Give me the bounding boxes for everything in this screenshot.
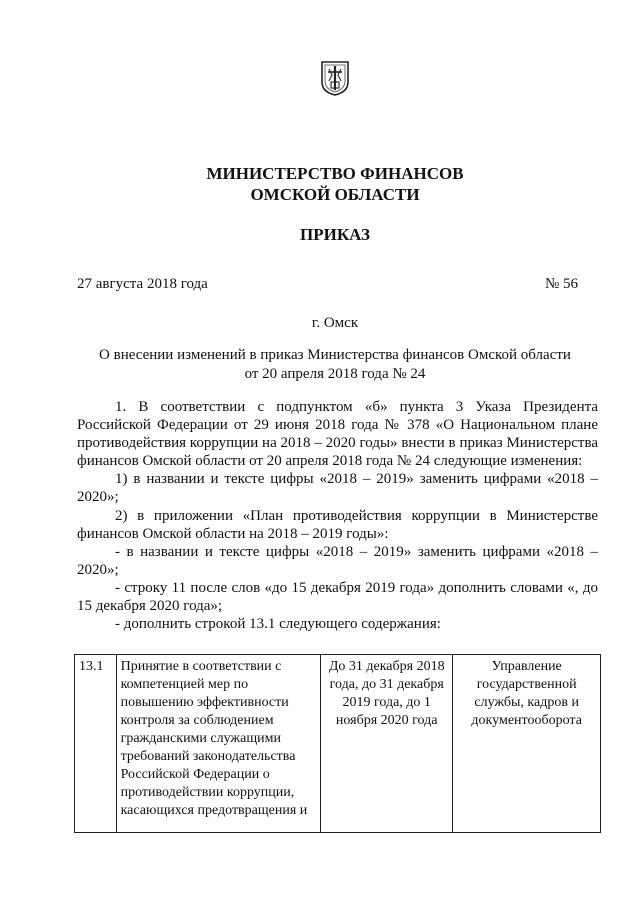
- ministry-name-line2: ОМСКОЙ ОБЛАСТИ: [250, 185, 420, 204]
- subject-line2: от 20 апреля 2018 года № 24: [244, 366, 426, 382]
- paragraph-2: 1) в названии и тексте цифры «2018 – 2019» заменить цифрами «2018 – 2020»;: [77, 471, 598, 506]
- order-city: г. Омск: [311, 315, 359, 331]
- paragraph-1: 1. В соответствии с подпунктом «б» пункта 3 Указа Президента Российской Федерации от 29 июня 2018 года № 378 «О Национальном плане противодействия коррупции на 2018 – 2020 годы» внести в приказ Министерства финансов Омской области от 20 апреля 2018 года № 24 следующие изменения:: [77, 399, 598, 470]
- order-body: [77, 398, 598, 633]
- paragraph-5: - строку 11 после слов «до 15 декабря 2019 года» дополнить словами «, до 15 декабря 2020 года»;: [77, 579, 598, 615]
- row-measure: Принятие в соответствии с компетенцией мер по повышению эффективности контроля за соблюдением гражданскими служащими требований законодательства Российской Федерации о противодействии коррупции, касающихся предотвращения и: [116, 655, 320, 833]
- order-date: 27 августа 2018 года: [77, 276, 208, 292]
- order-subject: [80, 346, 590, 384]
- subject-line1: О внесении изменений в приказ Министерства финансов Омской области: [99, 347, 571, 363]
- ministry-name-line1: МИНИСТЕРСТВО ФИНАНСОВ: [206, 164, 464, 183]
- row-responsible: Управление государственной службы, кадров и документооборота: [453, 655, 601, 833]
- order-number: № 56: [544, 276, 578, 292]
- plan-table: [74, 654, 601, 833]
- document-type: ПРИКАЗ: [300, 225, 370, 244]
- coat-of-arms-icon: [320, 60, 350, 96]
- paragraph-4: - в названии и тексте цифры «2018 – 2019» заменить цифрами «2018 – 2020»;: [77, 543, 598, 578]
- row-deadline: До 31 декабря 2018 года, до 31 декабря 2019 года, до 1 ноября 2020 года: [321, 655, 453, 833]
- table-row: [75, 655, 601, 833]
- paragraph-3: 2) в приложении «План противодействия коррупции в Министерстве финансов Омской области на 2018 – 2019 годы»:: [77, 507, 598, 542]
- row-number: 13.1: [75, 655, 117, 833]
- paragraph-6: - дополнить строкой 13.1 следующего содержания:: [115, 616, 441, 633]
